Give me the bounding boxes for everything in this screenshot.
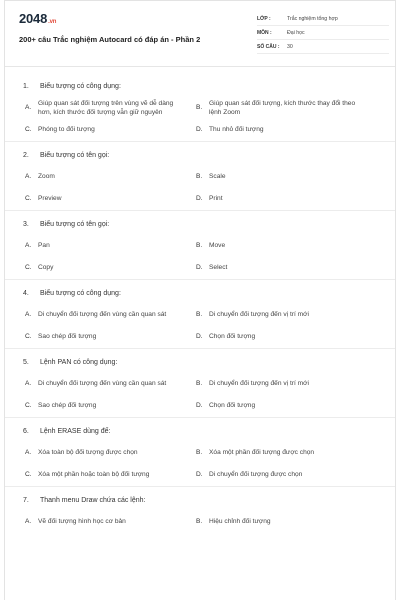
answer-option[interactable]	[23, 257, 194, 279]
option-letter: B.	[196, 311, 203, 319]
site-logo[interactable]	[19, 11, 56, 26]
question-number: 6.	[23, 427, 29, 435]
option-text: Sao chép đối tượng	[38, 333, 97, 341]
answer-options	[23, 304, 395, 348]
answer-option[interactable]	[23, 235, 194, 257]
document-title: 200+ câu Trắc nghiệm Autocard có đáp án - Phần 2	[19, 35, 201, 44]
option-text: Di chuyển đối tượng đến vị trí mới	[209, 311, 309, 319]
option-text: Zoom	[38, 173, 55, 181]
question-text: Biểu tượng có công dụng:	[40, 82, 121, 90]
option-text: Print	[209, 195, 223, 203]
option-text: Xóa toàn bộ đối tượng được chọn	[38, 449, 138, 457]
answer-option[interactable]	[23, 166, 194, 188]
option-text: Sao chép đối tượng	[38, 402, 97, 410]
meta-value: Đại học	[287, 29, 305, 36]
option-text: Xóa một phần hoặc toàn bộ đối tượng	[38, 471, 150, 479]
answer-option[interactable]	[23, 464, 194, 486]
question-text: Thanh menu Draw chứa các lệnh:	[40, 496, 146, 504]
document-meta	[257, 12, 389, 54]
option-letter: A.	[25, 518, 32, 526]
answer-option[interactable]	[194, 235, 365, 257]
question-text: Lệnh ERASE dùng để:	[40, 427, 111, 435]
meta-row-count	[257, 40, 389, 54]
question-text: Lệnh PAN có công dụng:	[40, 358, 118, 366]
answer-option[interactable]	[23, 395, 194, 417]
answer-option[interactable]	[194, 257, 365, 279]
option-letter: B.	[196, 242, 203, 250]
option-letter: A.	[25, 173, 32, 181]
document-header	[5, 1, 395, 67]
option-letter: A.	[25, 242, 32, 250]
answer-option[interactable]	[194, 464, 365, 486]
option-text: Preview	[38, 195, 62, 203]
option-text: Scale	[209, 173, 226, 181]
answer-options	[23, 511, 395, 533]
option-text: Giúp quan sát đối tượng trên vùng vẽ dễ dàng hơn, kích thước đối tượng vẫn giữ nguyên	[38, 99, 174, 116]
answer-option[interactable]	[23, 97, 194, 119]
document-page	[4, 0, 396, 600]
option-letter: C.	[25, 264, 32, 272]
option-letter: A.	[25, 104, 32, 112]
option-letter: D.	[196, 402, 203, 410]
option-text: Chọn đối tượng	[209, 333, 256, 341]
meta-value: Trắc nghiệm tổng hợp	[287, 15, 338, 22]
option-text: Phóng to đối tượng	[38, 126, 95, 134]
question-number: 7.	[23, 496, 29, 504]
option-letter: B.	[196, 449, 203, 457]
answer-option[interactable]	[194, 373, 365, 395]
answer-option[interactable]	[194, 395, 365, 417]
logo-text: 2048	[19, 11, 48, 26]
option-text: Thu nhỏ đối tượng	[209, 126, 264, 134]
option-letter: A.	[25, 449, 32, 457]
question-number: 2.	[23, 151, 29, 159]
answer-options	[23, 373, 395, 417]
option-letter: B.	[196, 173, 203, 181]
question-number: 5.	[23, 358, 29, 366]
option-letter: D.	[196, 333, 203, 341]
question-block	[5, 79, 395, 142]
option-letter: C.	[25, 471, 32, 479]
question-stem	[23, 79, 395, 93]
question-stem	[23, 217, 395, 231]
question-number: 1.	[23, 82, 29, 90]
option-letter: C.	[25, 195, 32, 203]
option-letter: D.	[196, 126, 203, 134]
option-letter: A.	[25, 311, 32, 319]
question-text: Biểu tượng có công dụng:	[40, 289, 121, 297]
option-text: Copy	[38, 264, 54, 272]
answer-option[interactable]	[194, 511, 365, 533]
answer-option[interactable]	[23, 119, 194, 141]
question-number: 3.	[23, 220, 29, 228]
option-text: Di chuyển đối tượng được chọn	[209, 471, 303, 479]
answer-option[interactable]	[194, 119, 365, 141]
question-block	[5, 493, 395, 533]
answer-option[interactable]	[194, 442, 365, 464]
question-block	[5, 424, 395, 487]
question-stem	[23, 286, 395, 300]
option-text: Pan	[38, 242, 50, 250]
option-letter: B.	[196, 518, 203, 526]
option-text: Xóa một phần đối tượng được chọn	[209, 449, 315, 457]
option-text: Di chuyển đối tượng đến vị trí mới	[209, 380, 309, 388]
question-stem	[23, 493, 395, 507]
question-stem	[23, 355, 395, 369]
option-letter: D.	[196, 264, 203, 272]
option-letter: C.	[25, 333, 32, 341]
answer-option[interactable]	[23, 442, 194, 464]
meta-value: 30	[287, 43, 293, 50]
option-text: Di chuyển đối tượng đến vùng cần quan sát	[38, 311, 167, 319]
meta-key: SỐ CÂU :	[257, 43, 280, 50]
answer-option[interactable]	[194, 304, 365, 326]
option-letter: D.	[196, 471, 203, 479]
option-letter: C.	[25, 126, 32, 134]
question-block	[5, 355, 395, 418]
answer-option[interactable]	[23, 326, 194, 348]
option-letter: B.	[196, 380, 203, 388]
option-text: Giúp quan sát đối tượng, kích thước thay đổi theo lệnh Zoom	[209, 99, 356, 116]
option-text: Hiệu chỉnh đối tượng	[209, 518, 271, 526]
question-block	[5, 148, 395, 211]
meta-key: LỚP :	[257, 15, 271, 22]
answer-option[interactable]	[23, 373, 194, 395]
answer-option[interactable]	[194, 97, 365, 119]
option-text: Select	[209, 264, 228, 272]
option-text: Move	[209, 242, 226, 250]
question-stem	[23, 424, 395, 438]
option-text: Chọn đối tượng	[209, 402, 256, 410]
answer-option[interactable]	[194, 188, 365, 210]
meta-row-subject	[257, 26, 389, 40]
option-letter: D.	[196, 195, 203, 203]
answer-options	[23, 166, 395, 210]
question-stem	[23, 148, 395, 162]
question-number: 4.	[23, 289, 29, 297]
answer-option[interactable]	[194, 326, 365, 348]
question-list	[5, 67, 395, 533]
question-block	[5, 286, 395, 349]
question-block	[5, 217, 395, 280]
logo-suffix: .vn	[48, 19, 57, 25]
option-letter: C.	[25, 402, 32, 410]
option-text: Vẽ đối tượng hình học cơ bản	[38, 518, 126, 526]
meta-row-class	[257, 12, 389, 26]
option-letter: A.	[25, 380, 32, 388]
answer-options	[23, 442, 395, 486]
answer-option[interactable]	[194, 166, 365, 188]
option-letter: B.	[196, 104, 203, 112]
answer-option[interactable]	[23, 304, 194, 326]
answer-options	[23, 97, 395, 141]
question-text: Biểu tượng có tên gọi:	[40, 220, 110, 228]
question-text: Biểu tượng có tên gọi:	[40, 151, 110, 159]
meta-key: MÔN :	[257, 29, 272, 36]
answer-option[interactable]	[23, 511, 194, 533]
option-text: Di chuyển đối tượng đến vùng cần quan sát	[38, 380, 167, 388]
answer-option[interactable]	[23, 188, 194, 210]
answer-options	[23, 235, 395, 279]
